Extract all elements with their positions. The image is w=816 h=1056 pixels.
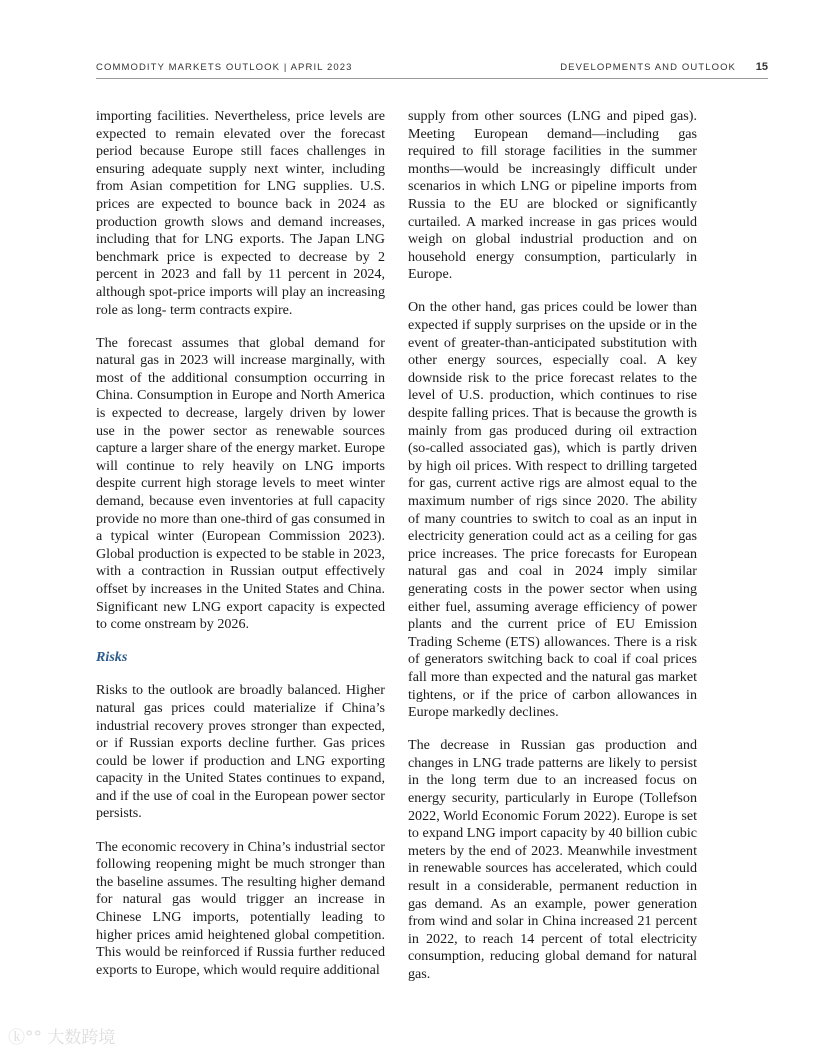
paragraph: The decrease in Russian gas production and changes in LNG trade patterns are likely to persist in the long term due to an increased focus on energy security, particularly in Europe (Tollefson 2022, World Economic Forum 2022). Europe is set to expand LNG import capacity by 40 billion cubic meters by the end of 2023. Meanwhile investment in renewable sources has accelerated, which could result in a considerable, permanent reduction in gas demand. As an example, power generation from wind and solar in China increased 21 percent in 2022, to reach 14 percent of total electricity consumption, reducing global demand for natural gas. <box>408 737 697 982</box>
paragraph: Risks to the outlook are broadly balanced. Higher natural gas prices could materialize if China’s industrial recovery proves stronger than expected, or if Russian exports decline further. Gas prices could be lower if production and LNG exporting capacity in the United States continues to expand, and if the use of coal in the European power sector persists. <box>96 682 385 822</box>
paragraph: On the other hand, gas prices could be lower than expected if supply surprises on the upside or in the event of greater-than-anticipated substitution with other energy sources, especially coal. A key downside risk to the price forecast relates to the level of U.S. production, which continues to rise despite falling prices. That is because the growth is mainly from gas produced during oil extraction (so-called associated gas), which is partly driven by high oil prices. With respect to drilling targeted for gas, current active rigs are almost equal to the maximum number of rigs since 2020. The ability of many countries to switch to coal as an input in electricity generation could act as a ceiling for gas price increases. The price forecasts for European natural gas and coal in 2024 imply similar generating costs in the power sector when using either fuel, assuming average efficiency of power plants and the current price of EU Emission Trading Scheme (ETS) allowances. There is a risk of generators switching back to coal if coal prices fall more than expected and the natural gas market tightens, or if the price of carbon allowances in Europe markedly declines. <box>408 299 697 721</box>
right-column <box>408 108 697 999</box>
section-heading-risks: Risks <box>96 649 128 666</box>
section-title: DEVELOPMENTS AND OUTLOOK <box>560 62 736 73</box>
publication-title: COMMODITY MARKETS OUTLOOK | APRIL 2023 <box>96 62 353 73</box>
watermark <box>8 1023 115 1048</box>
paragraph: The forecast assumes that global demand for natural gas in 2023 will increase marginally, with most of the additional consumption occurring in China. Consumption in Europe and North America is expected to decrease, largely driven by lower use in the power sector as renewable sources capture a larger share of the energy market. Europe will continue to rely heavily on LNG imports despite current high storage levels to meet winter demand, because even inventories at full capacity provide no more than one-third of gas consumed in a typical winter (European Commission 2023). Global production is expected to be stable in 2023, with a contraction in Russian output effectively offset by increases in the United States and China. Significant new LNG export capacity is expected to come onstream by 2026. <box>96 334 385 633</box>
page-number: 15 <box>755 61 768 73</box>
paragraph: The economic recovery in China’s industrial sector following reopening might be much stronger than the baseline assumes. The resulting higher demand for natural gas would trigger an increase in Chinese LNG imports, potentially leading to higher prices amid heightened global competition. This would be reinforced if Russia further reduced exports to Europe, which would require additional <box>96 838 385 978</box>
watermark-text: 大数跨境 <box>47 1028 116 1048</box>
watermark-logo-icon: ⓚ°° <box>8 1028 48 1048</box>
page-header <box>96 62 768 79</box>
left-column <box>96 108 385 995</box>
paragraph: supply from other sources (LNG and piped gas). Meeting European demand—including gas required to fill storage facilities in the summer months—would be increasingly difficult under scenarios in which LNG or pipeline imports from Russia to the EU are blocked or significantly curtailed. A marked increase in gas prices would weigh on global industrial production and on household energy consumption, particularly in Europe. <box>408 108 697 283</box>
paragraph: importing facilities. Nevertheless, price levels are expected to remain elevated over the forecast period because Europe still faces challenges in ensuring adequate supply next winter, including from Asian competition for LNG supplies. U.S. prices are expected to bounce back in 2024 as production growth slows and demand increases, including that for LNG exports. The Japan LNG benchmark price is expected to decrease by 2 percent in 2023 and fall by 11 percent in 2024, although spot-price imports will play an increasing role as long- term contracts expire. <box>96 108 385 318</box>
